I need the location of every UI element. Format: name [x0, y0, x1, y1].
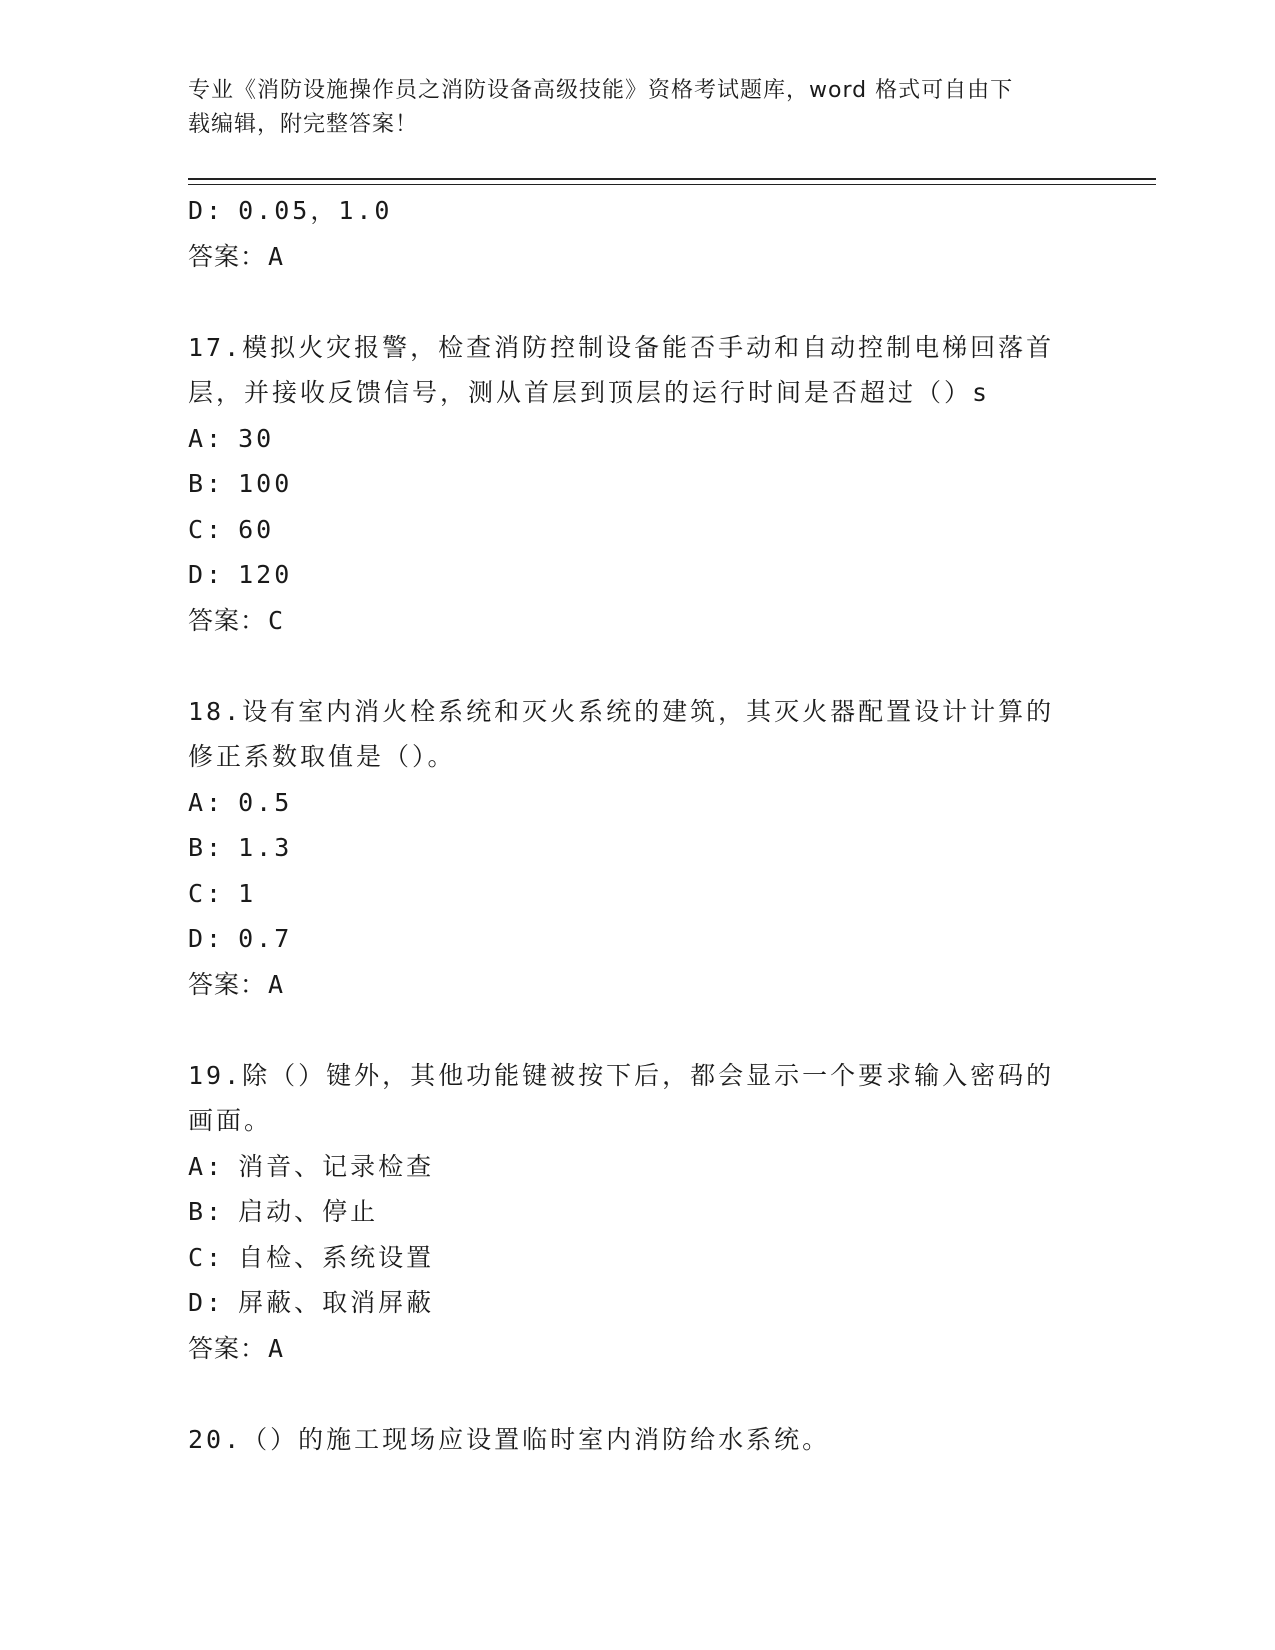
option-b: [188, 1189, 1088, 1235]
option-key: D:: [188, 560, 225, 589]
option-d: [188, 552, 1088, 598]
option-key: D:: [188, 924, 225, 953]
option-a: [188, 416, 1088, 462]
option-b: [188, 461, 1088, 507]
answer-label: 答案：: [188, 969, 267, 999]
option-text: 自检、系统设置: [238, 1242, 435, 1272]
answer: [188, 598, 1088, 644]
option-key: C:: [188, 514, 225, 544]
option-key: A:: [188, 787, 225, 817]
answer-value: A: [268, 241, 285, 271]
option-text: 120: [238, 560, 293, 589]
question-text-line-2: 画面。: [188, 1106, 273, 1135]
question-20: [188, 1417, 1088, 1463]
option-text: 屏蔽、取消屏蔽: [238, 1288, 435, 1317]
answer: [188, 1326, 1088, 1372]
option-key: C:: [188, 878, 225, 908]
option-text: 0.7: [238, 924, 293, 953]
option-b: [188, 825, 1088, 871]
header-divider-thick: [188, 178, 1156, 180]
answer: [188, 962, 1088, 1008]
answer-value: A: [268, 1333, 285, 1363]
option-key: A:: [188, 1151, 225, 1181]
question-17: [188, 325, 1088, 644]
question-text-line-1: 18.设有室内消火栓系统和灭火系统的建筑，其灭火器配置设计计算的: [188, 696, 1055, 726]
answer-label: 答案：: [188, 1333, 267, 1363]
option-text: 1.3: [238, 833, 293, 862]
option-c: [188, 1235, 1088, 1281]
header-line-2: 载编辑，附完整答案！: [188, 112, 419, 137]
option-key: C:: [188, 1242, 225, 1272]
option-d: [188, 916, 1088, 962]
header-divider-thin: [188, 184, 1156, 185]
option-key: D:: [188, 196, 225, 225]
option-key: A:: [188, 423, 225, 453]
question-19: [188, 1053, 1088, 1372]
answer-label: 答案：: [188, 605, 267, 635]
option-key: B:: [188, 833, 225, 862]
option-d: [188, 1280, 1088, 1326]
option-c: [188, 871, 1088, 917]
option-key: B:: [188, 1197, 225, 1226]
answer-label: 答案：: [188, 241, 267, 271]
answer-value: C: [268, 605, 285, 635]
option-key: B:: [188, 469, 225, 498]
option-text: 0.5: [238, 787, 293, 817]
question-18: [188, 689, 1088, 1008]
option-key: D:: [188, 1288, 225, 1317]
question-text-line-1: 20.（）的施工现场应设置临时室内消防给水系统。: [188, 1424, 831, 1454]
option-text: 1: [238, 878, 257, 908]
option-d-carryover: [188, 188, 1088, 234]
question-text-line-2: 层，并接收反馈信号，测从首层到顶层的运行时间是否超过（）s: [188, 378, 991, 407]
option-a: [188, 780, 1088, 826]
answer-carryover: [188, 234, 1088, 280]
option-a: [188, 1144, 1088, 1190]
question-text-line-1: 17.模拟火灾报警，检查消防控制设备能否手动和自动控制电梯回落首: [188, 332, 1055, 362]
question-text-line-1: 19.除（）键外，其他功能键被按下后，都会显示一个要求输入密码的: [188, 1060, 1055, 1090]
option-c: [188, 507, 1088, 553]
option-text: 0.05，1.0: [238, 196, 393, 225]
document-header: [188, 74, 1068, 142]
question-text-line-2: 修正系数取值是（）。: [188, 742, 456, 771]
option-text: 100: [238, 469, 293, 498]
option-text: 启动、停止: [238, 1197, 379, 1226]
option-text: 30: [238, 423, 275, 453]
option-text: 60: [238, 514, 275, 544]
option-text: 消音、记录检查: [238, 1151, 435, 1181]
question-content: [188, 188, 1088, 1462]
header-line-1: 专业《消防设施操作员之消防设备高级技能》资格考试题库，word 格式可自由下: [188, 78, 1014, 103]
answer-value: A: [268, 969, 285, 999]
